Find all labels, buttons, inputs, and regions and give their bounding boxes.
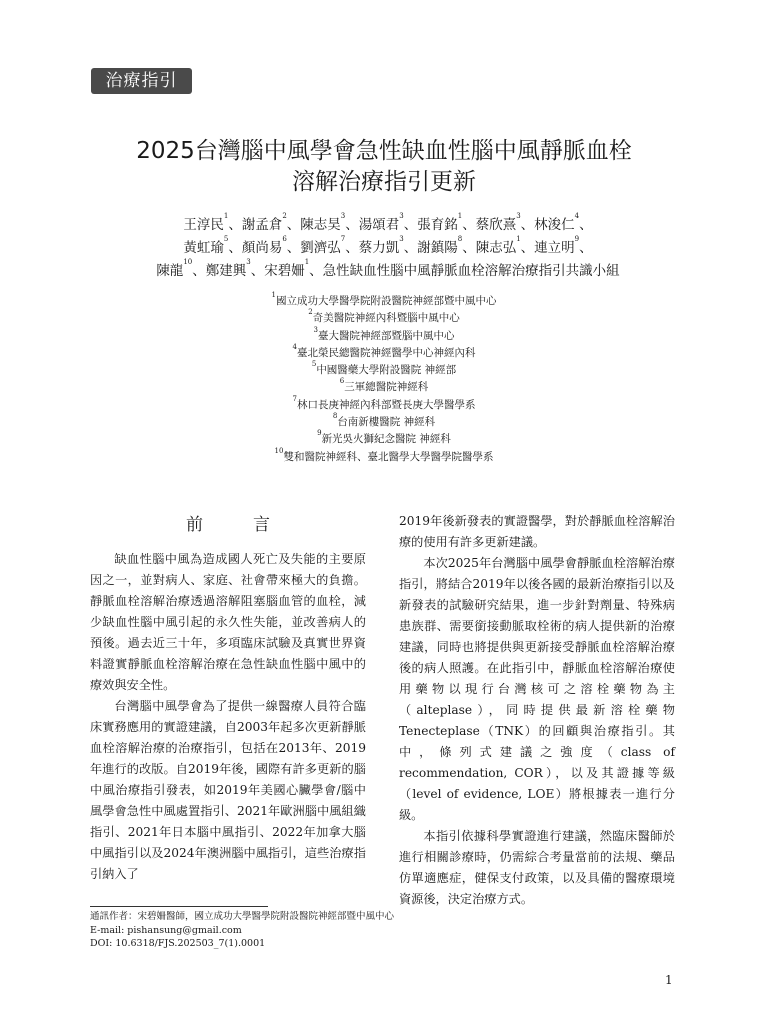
email-address[interactable]: pishansung@gmail.com (127, 924, 242, 936)
author-name: 陳志昊 (300, 217, 341, 233)
affiliation-text: 國立成功大學醫學院附設醫院神經部暨中風中心 (275, 295, 497, 307)
affiliation-item (170, 342, 598, 362)
author-separator: 、 (345, 240, 359, 256)
affiliation-number: 8 (332, 412, 338, 421)
author-name: 謝鎮陽 (417, 240, 458, 256)
author-name: 劉濟弘 (300, 240, 341, 256)
affiliation-text: 三軍總醫院神經科 (344, 381, 429, 394)
affiliation-number: 7 (292, 394, 297, 403)
affiliation-text: 林口長庚神經內科部暨長庚大學醫學系 (296, 398, 476, 411)
affiliation-item (170, 446, 598, 466)
author-separator: 、 (520, 240, 535, 256)
affiliation-marker: 9 (574, 235, 580, 243)
affiliation-item (170, 293, 598, 310)
article-title-line-1: 2025台灣腦中風學會急性缺血性腦中風靜脈血栓 (136, 138, 632, 164)
author-separator: 、 (228, 217, 242, 233)
email-line (90, 924, 394, 938)
corresponding-author: 通訊作者：宋碧姍醫師，國立成功大學醫學院附設醫院神經部暨中風中心 (90, 911, 395, 922)
affiliation-text: 雙和醫院神經科、臺北醫學大學醫學院醫學系 (283, 450, 494, 463)
email-label: E-mail: (90, 924, 128, 936)
author-separator: 、 (228, 240, 242, 256)
affiliation-marker: 1 (457, 212, 463, 220)
page-number: 1 (665, 973, 673, 987)
author-separator: 、 (403, 217, 418, 233)
author-group: 急性缺血性腦中風靜脈血栓溶解治療指引共識小組 (322, 263, 620, 279)
author-separator: 、 (345, 217, 359, 233)
body-paragraph: 缺血性腦中風為造成國人死亡及失能的主要原因之一，並對病人、家庭、社會帶來極大的負擔。靜脈血栓溶解治療透過溶解阻塞腦血管的血栓，減少缺血性腦中風引起的永久性失能，並改善病人的預後。過去近三十年，多項臨床試驗及真實世界資料證實靜脈血栓溶解治療在急性缺血性腦中風中的療效與安全性。 (90, 552, 366, 692)
author-name: 陳志弘 (475, 240, 517, 256)
affiliation-marker: 6 (282, 235, 287, 243)
author-separator: 、 (579, 240, 593, 256)
author-name: 黃虹瑜 (183, 240, 224, 256)
affiliation-text: 中國醫藥大學附設醫院 神經部 (316, 364, 457, 377)
section-tag: 治療指引 (91, 68, 192, 94)
doi: DOI: 10.6318/FJS.202503_7(1).0001 (90, 938, 266, 949)
affiliation-number: 6 (339, 377, 345, 386)
affiliation-number: 4 (292, 342, 297, 351)
section-heading-introduction: 前言 (186, 515, 320, 535)
affiliation-item (170, 379, 598, 396)
affiliation-marker: 3 (246, 258, 251, 266)
author-name: 張育銘 (417, 217, 458, 233)
body-column-left (90, 549, 366, 885)
affiliation-marker: 7 (340, 235, 346, 243)
affiliation-number: 9 (317, 429, 322, 438)
author-separator: 、 (309, 263, 323, 279)
affiliation-item (170, 362, 598, 379)
author-list (88, 214, 688, 283)
author-name: 宋碧姍 (264, 263, 305, 279)
body-column-right (399, 511, 675, 910)
affiliation-text: 臺大醫院神經部暨腦中風中心 (317, 329, 455, 342)
affiliation-item (170, 394, 598, 414)
author-separator: 、 (286, 217, 301, 233)
author-name: 連立明 (534, 240, 575, 256)
affiliation-marker: 5 (223, 235, 229, 243)
body-paragraph: 台灣腦中風學會為了提供一線醫療人員符合臨床實務應用的實證建議，自2003年起多次更新靜脈血栓溶解治療的治療指引，包括在2013年、2019年進行的改版。自2019年後，國際有許多更新的腦中風治療指引發表，如2019年美國心臟學會/腦中風學會急性中風處置指引、2021年歐洲腦中風組織指引、2021年日本腦中風指引、2022年加拿大腦中風指引以及2024年澳洲腦中風指引，這些治療指引納入了 (90, 699, 366, 881)
affiliation-item (170, 414, 598, 431)
author-separator: 、 (520, 217, 535, 233)
author-separator: 、 (403, 240, 418, 256)
affiliation-marker: 10 (183, 258, 193, 266)
affiliation-marker: 1 (223, 212, 229, 220)
affiliation-marker: 3 (340, 212, 346, 220)
affiliation-text: 奇美醫院神經內科暨腦中風中心 (312, 312, 460, 325)
affiliation-marker: 8 (457, 235, 463, 243)
body-paragraph: 本次2025年台灣腦中風學會靜脈血栓溶解治療指引，將結合2019年以後各國的最新治療指引以及新發表的試驗研究結果，進一步針對劑量、特殊病患族群、需要銜接動脈取栓術的病人提供新的治療建議，同時也將提供與更新接受靜脈血栓溶解治療後的病人照護。在此指引中，靜脈血栓溶解治療使用藥物以現行台灣核可之溶栓藥物為主（alteplase），同時提供最新溶栓藥物Tenecteplase（TNK）的回顧與治療指引。其中，條列式建議之強度（class of recommendation, COR），以及其證據等級（level of evidence, LOE）將根據表一進行分級。 (399, 556, 675, 822)
affiliation-number: 10 (274, 446, 284, 455)
affiliation-number: 5 (311, 360, 317, 369)
affiliation-text: 臺北榮民總醫院神經醫學中心神經內科 (296, 346, 476, 359)
affiliation-marker: 1 (304, 258, 310, 266)
author-name: 謝孟倉 (241, 217, 283, 233)
author-separator: 、 (286, 240, 301, 256)
author-separator: 、 (579, 217, 593, 233)
affiliation-number: 3 (313, 325, 318, 334)
affiliation-text: 台南新樓醫院 神經科 (337, 416, 436, 429)
author-name: 王淳民 (183, 217, 224, 233)
author-name: 湯頌君 (358, 217, 400, 233)
article-title-line-2: 溶解治療指引更新 (292, 169, 476, 195)
affiliation-text: 新光吳火獅紀念醫院 神經科 (321, 433, 451, 446)
author-name: 蔡欣熹 (475, 217, 517, 233)
affiliation-marker: 3 (516, 212, 521, 220)
body-paragraph: 2019年後新發表的實證醫學，對於靜脈血栓溶解治療的使用有許多更新建議。 (399, 514, 675, 549)
affiliation-marker: 2 (282, 212, 287, 220)
affiliation-item (170, 310, 598, 327)
affiliation-item (170, 325, 598, 345)
affiliation-marker: 1 (516, 235, 521, 243)
affiliation-list (170, 293, 598, 466)
affiliation-item (170, 431, 598, 448)
affiliation-number: 1 (271, 291, 276, 299)
affiliation-marker: 3 (399, 235, 404, 243)
author-separator: 、 (192, 263, 206, 279)
author-name: 鄭建興 (205, 263, 247, 279)
footnote-divider (90, 906, 268, 907)
body-paragraph: 本指引依據科學實證進行建議，然臨床醫師於進行相關診療時，仍需綜合考量當前的法規、藥品仿單適應症，健保支付政策，以及具備的醫療環境資源後，決定治療方式。 (399, 829, 675, 906)
footnote (90, 910, 394, 951)
affiliation-number: 2 (308, 308, 313, 317)
author-name: 林浚仁 (534, 217, 575, 233)
author-name: 顏尚易 (241, 240, 283, 256)
author-name: 蔡力凱 (358, 240, 400, 256)
affiliation-marker: 3 (399, 212, 404, 220)
author-separator: 、 (250, 263, 265, 279)
author-line (88, 260, 688, 283)
author-line (88, 237, 688, 260)
author-line (88, 214, 688, 237)
author-separator: 、 (462, 217, 476, 233)
affiliation-marker: 4 (574, 212, 580, 220)
author-name: 陳龍 (156, 263, 184, 279)
author-separator: 、 (462, 240, 476, 256)
